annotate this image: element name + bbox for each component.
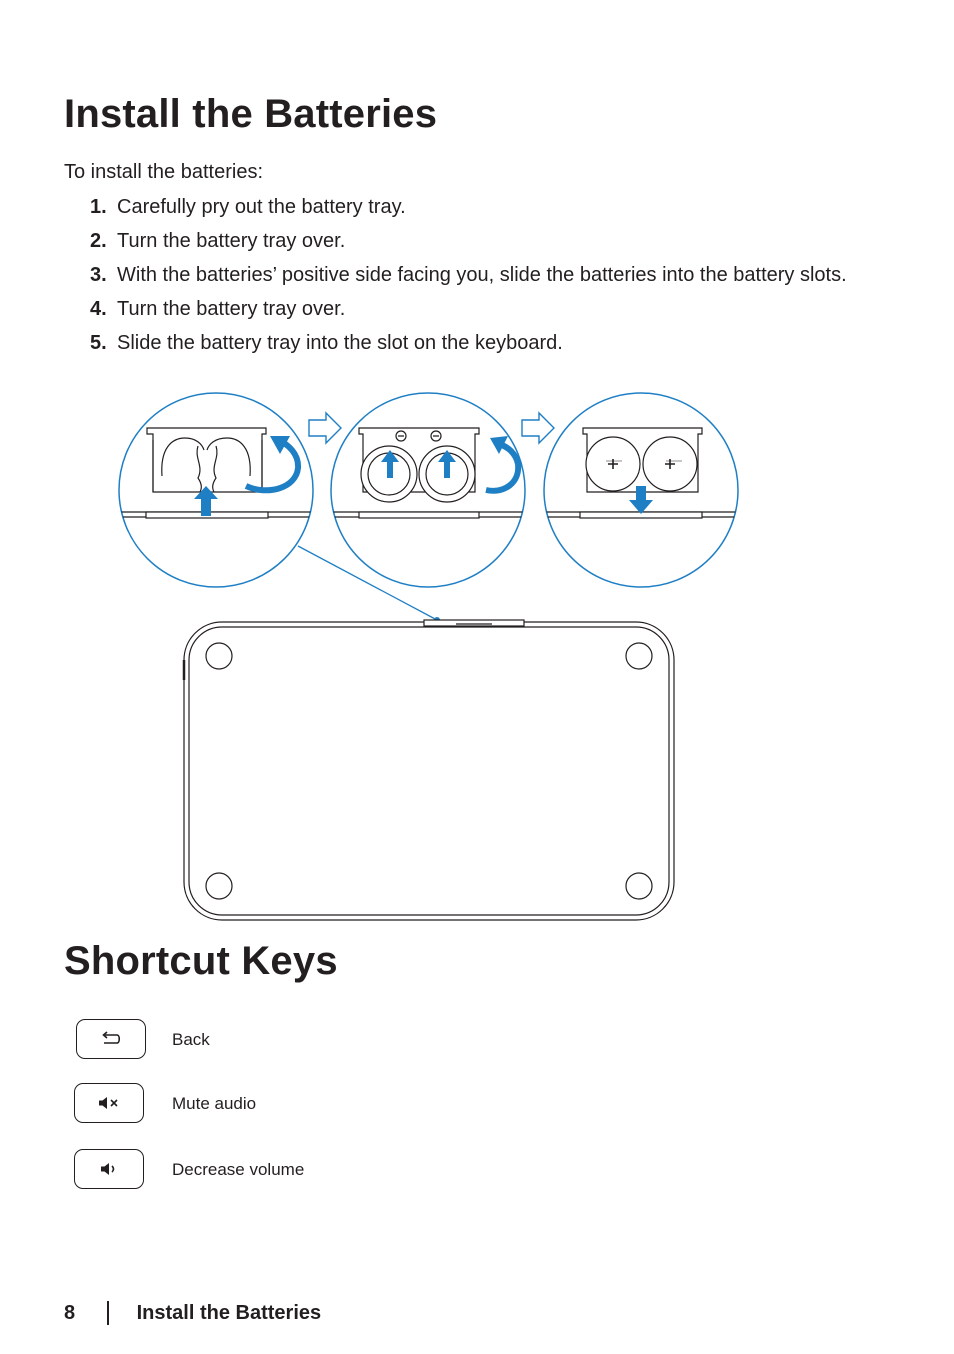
shortcut-row-back (74, 1019, 474, 1063)
volume-down-key (74, 1149, 144, 1189)
step-circle-insert-batteries (320, 393, 536, 587)
battery-install-illustration (0, 380, 954, 930)
steps-list (90, 194, 850, 364)
step-circle-slide-tray (540, 393, 745, 587)
back-key (76, 1019, 146, 1059)
next-step-arrow-icon (522, 413, 554, 443)
step-number: 2. (90, 230, 107, 252)
step-text: Turn the battery tray over. (117, 230, 346, 252)
footer-divider (107, 1301, 109, 1325)
page-number: 8 (64, 1301, 76, 1324)
footer-section-title: Install the Batteries (136, 1301, 322, 1324)
keyboard-bottom-icon (184, 620, 674, 920)
shortcut-row-volume-down (74, 1149, 474, 1193)
section-title: Shortcut Keys (64, 939, 338, 983)
list-item (90, 330, 850, 357)
list-item (90, 194, 850, 221)
shortcut-row-mute (74, 1083, 474, 1127)
mute-key (74, 1083, 144, 1123)
step-circle-pry-tray (110, 393, 320, 587)
volume-down-icon (100, 1162, 118, 1176)
step-text: Turn the battery tray over. (117, 298, 346, 320)
shortcut-label: Mute audio (172, 1094, 257, 1113)
step-text: With the batteries’ positive side facing you, slide the batteries into the battery slots. (117, 264, 847, 286)
step-number: 3. (90, 264, 107, 286)
mute-icon (98, 1096, 120, 1110)
step-number: 5. (90, 332, 107, 354)
back-icon (99, 1031, 123, 1047)
list-item (90, 262, 850, 289)
page-footer (64, 1301, 321, 1325)
page-title: Install the Batteries (64, 92, 438, 136)
step-number: 4. (90, 298, 107, 320)
next-step-arrow-icon (309, 413, 341, 443)
shortcut-label: Decrease volume (172, 1160, 305, 1179)
list-item (90, 228, 850, 255)
list-item (90, 296, 850, 323)
step-text: Carefully pry out the battery tray. (117, 196, 406, 218)
shortcut-label: Back (172, 1030, 210, 1049)
step-text: Slide the battery tray into the slot on the keyboard. (117, 332, 563, 354)
step-number: 1. (90, 196, 107, 218)
intro-text: To install the batteries: (64, 161, 263, 183)
